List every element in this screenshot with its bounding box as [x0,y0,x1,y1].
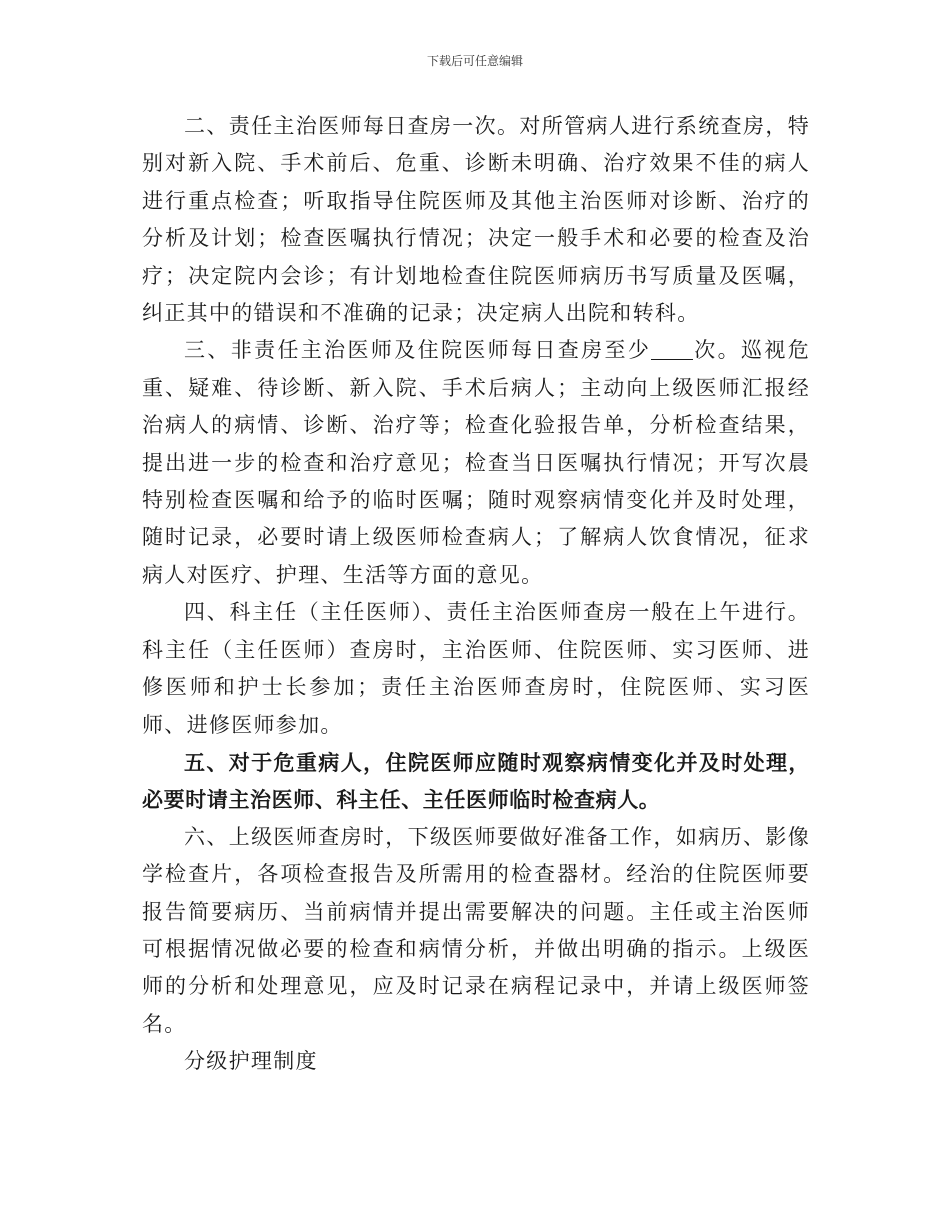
paragraph-3-text-before: 三、非责任主治医师及住院医师每日查房至少 [184,338,652,363]
paragraph-4: 四、科主任（主任医师）、责任主治医师查房一般在上午进行。科主任（主任医师）查房时，主治医师、住院医师、实习医师、进修医师和护士长参加；责任主治医师查房时，住院医师、实习医师、进修医师参加。 [142,600,810,737]
paragraph-2: 二、责任主治医师每日查房一次。对所管病人进行系统查房，特别对新入院、手术前后、危重、诊断未明确、治疗效果不佳的病人进行重点检查；听取指导住院医师及其他主治医师对诊断、治疗的分析及计划；检查医嘱执行情况；决定一般手术和必要的检查及治疗；决定院内会诊；有计划地检查住院医师病历书写质量及医嘱，纠正其中的错误和不准确的记录；决定病人出院和转科。 [142,114,810,326]
paragraph-6: 六、上级医师查房时，下级医师要做好准备工作，如病历、影像学检查片，各项检查报告及所需用的检查器材。经治的住院医师要报告简要病历、当前病情并提出需要解决的问题。主任或主治医师可根据情况做必要的检查和病情分析，并做出明确的指示。上级医师的分析和处理意见，应及时记录在病程记录中，并请上级医师签名。 [142,824,810,1036]
paragraph-3-text-after: 次。巡视危重、疑难、待诊断、新入院、手术后病人；主动向上级医师汇报经治病人的病情、诊断、治疗等；检查化验报告单，分析检查结果，提出进一步的检查和治疗意见；检查当日医嘱执行情况；开写次晨特别检查医嘱和给予的临时医嘱；随时观察病情变化并及时处理，随时记录，必要时请上级医师检查病人；了解病人饮食情况，征求病人对医疗、护理、生活等方面的意见。 [142,338,811,587]
document-body [142,108,810,1081]
page-header-note: 下载后可任意编辑 [426,54,523,68]
fill-in-blank [651,338,693,360]
paragraph-3 [142,332,810,594]
paragraph-5: 五、对于危重病人，住院医师应随时观察病情变化并及时处理，必要时请主治医师、科主任、主任医师临时检查病人。 [142,749,810,813]
section-title: 分级护理制度 [184,1049,318,1074]
